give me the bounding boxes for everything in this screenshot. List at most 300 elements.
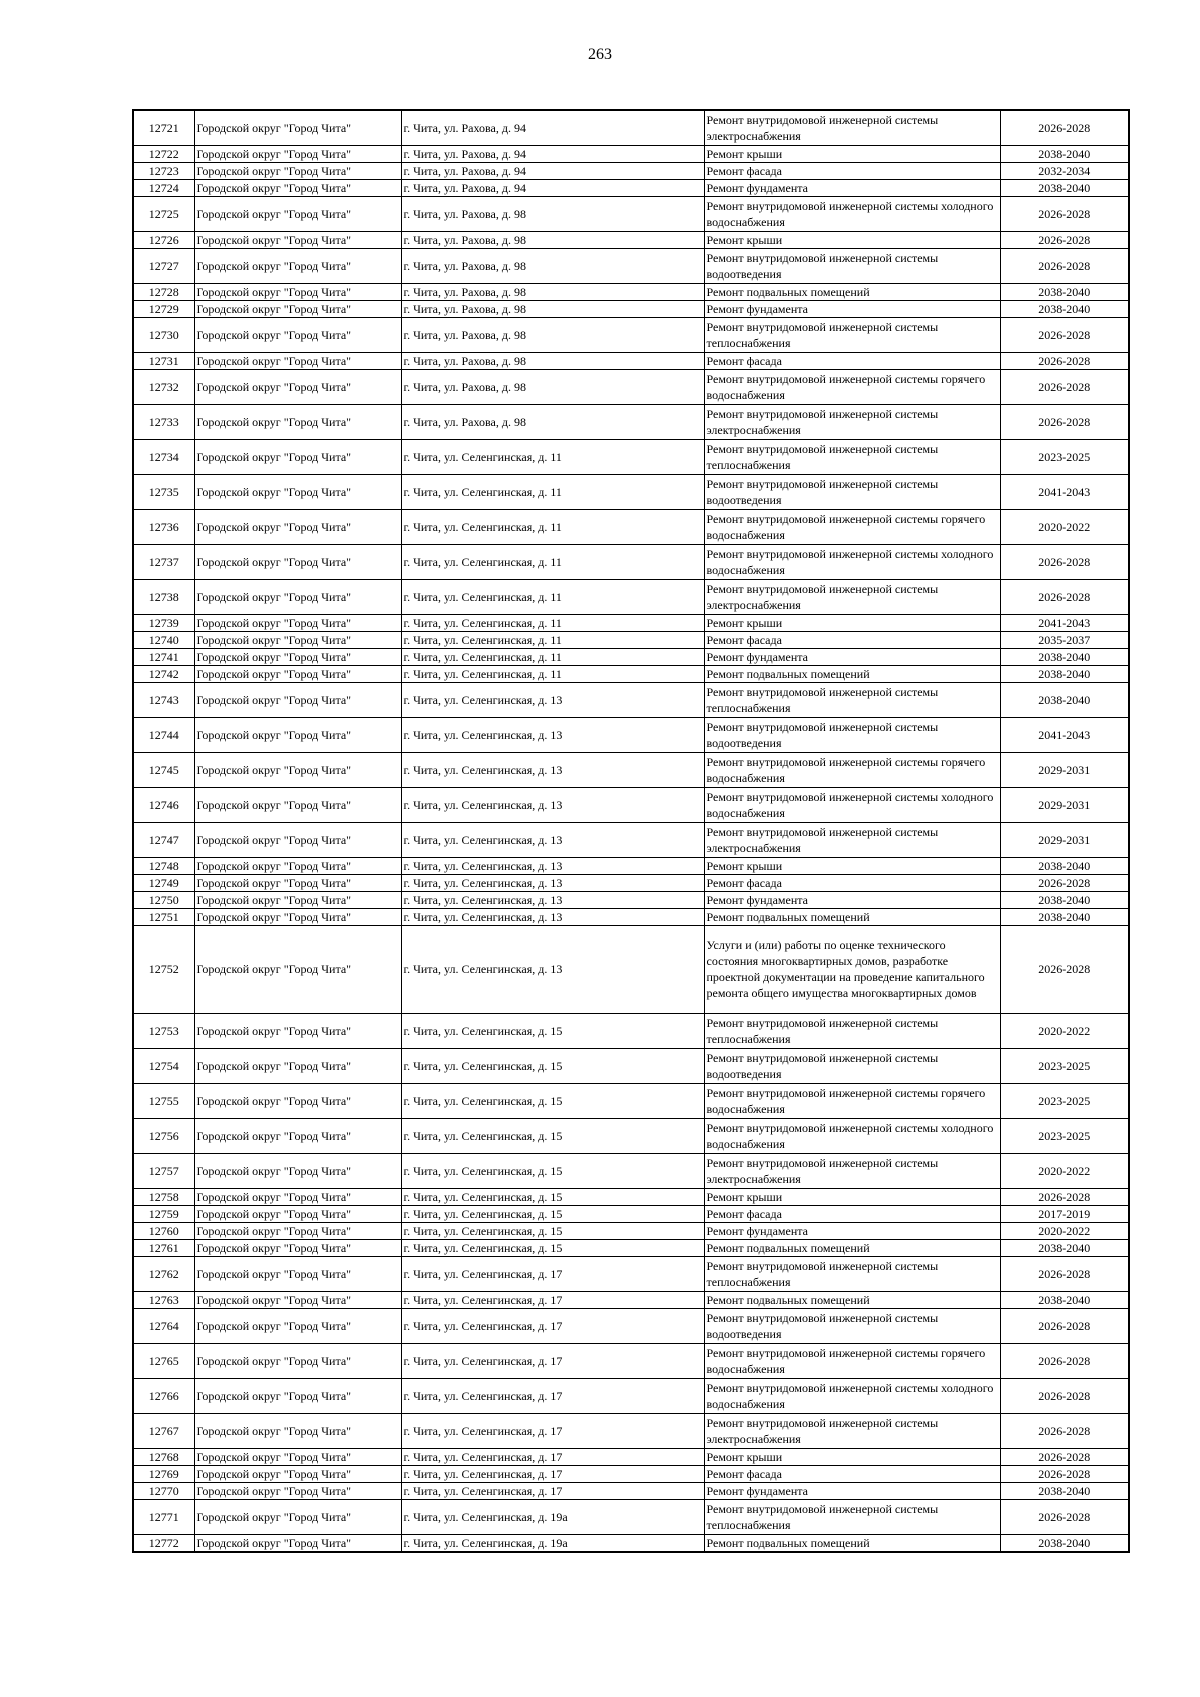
cell-period: 2038-2040 — [1000, 145, 1129, 162]
cell-period: 2023-2025 — [1000, 1048, 1129, 1083]
cell-work-type: Ремонт фундамента — [704, 300, 1000, 317]
table-row — [133, 231, 1129, 248]
cell-municipality: Городской округ "Город Чита" — [194, 404, 401, 439]
cell-row-number: 12734 — [133, 439, 194, 474]
cell-period: 2023-2025 — [1000, 439, 1129, 474]
cell-period: 2038-2040 — [1000, 1291, 1129, 1308]
cell-municipality: Городской округ "Город Чита" — [194, 891, 401, 908]
cell-work-type: Ремонт внутридомовой инженерной системы горячего водоснабжения — [704, 369, 1000, 404]
cell-work-type: Ремонт внутридомовой инженерной системы теплоснабжения — [704, 317, 1000, 352]
cell-municipality: Городской округ "Город Чита" — [194, 1013, 401, 1048]
cell-row-number: 12747 — [133, 822, 194, 857]
cell-row-number: 12751 — [133, 908, 194, 925]
cell-municipality: Городской округ "Город Чита" — [194, 822, 401, 857]
table-row — [133, 648, 1129, 665]
cell-work-type: Ремонт внутридомовой инженерной системы холодного водоснабжения — [704, 1378, 1000, 1413]
cell-municipality: Городской округ "Город Чита" — [194, 352, 401, 369]
cell-work-type: Ремонт внутридомовой инженерной системы теплоснабжения — [704, 1499, 1000, 1534]
cell-work-type: Услуги и (или) работы по оценке технического состояния многоквартирных домов, разработке проектной документации на проведение капитального ремонта общего имущества многоквартирных домов — [704, 925, 1000, 1013]
cell-work-type: Ремонт внутридомовой инженерной системы горячего водоснабжения — [704, 1083, 1000, 1118]
cell-work-type: Ремонт подвальных помещений — [704, 908, 1000, 925]
cell-address: г. Чита, ул. Селенгинская, д. 15 — [401, 1222, 704, 1239]
table-row — [133, 1013, 1129, 1048]
table-row — [133, 248, 1129, 283]
cell-row-number: 12738 — [133, 579, 194, 614]
cell-municipality: Городской округ "Город Чита" — [194, 665, 401, 682]
cell-municipality: Городской округ "Город Чита" — [194, 648, 401, 665]
cell-address: г. Чита, ул. Селенгинская, д. 11 — [401, 665, 704, 682]
cell-municipality: Городской округ "Город Чита" — [194, 231, 401, 248]
cell-municipality: Городской округ "Город Чита" — [194, 509, 401, 544]
cell-period: 2026-2028 — [1000, 110, 1129, 145]
cell-address: г. Чита, ул. Селенгинская, д. 17 — [401, 1256, 704, 1291]
cell-address: г. Чита, ул. Селенгинская, д. 13 — [401, 891, 704, 908]
table-row — [133, 891, 1129, 908]
cell-row-number: 12757 — [133, 1153, 194, 1188]
cell-work-type: Ремонт фасада — [704, 162, 1000, 179]
cell-address: г. Чита, ул. Селенгинская, д. 17 — [401, 1378, 704, 1413]
cell-period: 2026-2028 — [1000, 579, 1129, 614]
cell-period: 2029-2031 — [1000, 822, 1129, 857]
cell-row-number: 12722 — [133, 145, 194, 162]
cell-address: г. Чита, ул. Селенгинская, д. 15 — [401, 1083, 704, 1118]
cell-row-number: 12728 — [133, 283, 194, 300]
cell-address: г. Чита, ул. Селенгинская, д. 13 — [401, 717, 704, 752]
cell-address: г. Чита, ул. Рахова, д. 98 — [401, 404, 704, 439]
cell-row-number: 12760 — [133, 1222, 194, 1239]
cell-work-type: Ремонт крыши — [704, 857, 1000, 874]
cell-address: г. Чита, ул. Рахова, д. 98 — [401, 317, 704, 352]
cell-work-type: Ремонт фасада — [704, 352, 1000, 369]
cell-row-number: 12725 — [133, 196, 194, 231]
cell-period: 2026-2028 — [1000, 404, 1129, 439]
cell-municipality: Городской округ "Город Чита" — [194, 631, 401, 648]
cell-address: г. Чита, ул. Селенгинская, д. 17 — [401, 1291, 704, 1308]
cell-address: г. Чита, ул. Селенгинская, д. 17 — [401, 1308, 704, 1343]
cell-address: г. Чита, ул. Рахова, д. 98 — [401, 300, 704, 317]
table-row — [133, 1413, 1129, 1448]
cell-work-type: Ремонт внутридомовой инженерной системы электроснабжения — [704, 822, 1000, 857]
cell-address: г. Чита, ул. Селенгинская, д. 17 — [401, 1465, 704, 1482]
table-row — [133, 682, 1129, 717]
cell-municipality: Городской округ "Город Чита" — [194, 908, 401, 925]
cell-period: 2026-2028 — [1000, 317, 1129, 352]
cell-period: 2041-2043 — [1000, 614, 1129, 631]
cell-work-type: Ремонт внутридомовой инженерной системы теплоснабжения — [704, 682, 1000, 717]
page-number: 263 — [588, 46, 612, 63]
cell-address: г. Чита, ул. Селенгинская, д. 13 — [401, 925, 704, 1013]
cell-row-number: 12727 — [133, 248, 194, 283]
cell-period: 2029-2031 — [1000, 752, 1129, 787]
cell-work-type: Ремонт внутридомовой инженерной системы холодного водоснабжения — [704, 544, 1000, 579]
cell-row-number: 12761 — [133, 1239, 194, 1256]
cell-municipality: Городской округ "Город Чита" — [194, 1378, 401, 1413]
table-row — [133, 908, 1129, 925]
cell-address: г. Чита, ул. Рахова, д. 98 — [401, 196, 704, 231]
cell-row-number: 12730 — [133, 317, 194, 352]
cell-row-number: 12766 — [133, 1378, 194, 1413]
cell-row-number: 12735 — [133, 474, 194, 509]
table-row — [133, 1118, 1129, 1153]
table-row — [133, 1291, 1129, 1308]
cell-row-number: 12748 — [133, 857, 194, 874]
cell-address: г. Чита, ул. Рахова, д. 98 — [401, 283, 704, 300]
cell-address: г. Чита, ул. Селенгинская, д. 13 — [401, 787, 704, 822]
cell-row-number: 12729 — [133, 300, 194, 317]
cell-work-type: Ремонт внутридомовой инженерной системы электроснабжения — [704, 1153, 1000, 1188]
cell-period: 2026-2028 — [1000, 196, 1129, 231]
cell-row-number: 12750 — [133, 891, 194, 908]
cell-period: 2038-2040 — [1000, 1482, 1129, 1499]
cell-municipality: Городской округ "Город Чита" — [194, 614, 401, 631]
cell-row-number: 12753 — [133, 1013, 194, 1048]
table-row — [133, 439, 1129, 474]
cell-period: 2026-2028 — [1000, 1448, 1129, 1465]
cell-period: 2038-2040 — [1000, 1239, 1129, 1256]
table-row — [133, 579, 1129, 614]
cell-period: 2038-2040 — [1000, 283, 1129, 300]
cell-municipality: Городской округ "Город Чита" — [194, 248, 401, 283]
cell-row-number: 12737 — [133, 544, 194, 579]
table-row — [133, 162, 1129, 179]
cell-work-type: Ремонт крыши — [704, 231, 1000, 248]
cell-municipality: Городской округ "Город Чита" — [194, 439, 401, 474]
cell-municipality: Городской округ "Город Чита" — [194, 179, 401, 196]
cell-period: 2026-2028 — [1000, 231, 1129, 248]
table-row — [133, 1465, 1129, 1482]
cell-municipality: Городской округ "Город Чита" — [194, 717, 401, 752]
cell-period: 2023-2025 — [1000, 1083, 1129, 1118]
cell-period: 2020-2022 — [1000, 1222, 1129, 1239]
cell-row-number: 12758 — [133, 1188, 194, 1205]
cell-address: г. Чита, ул. Рахова, д. 98 — [401, 352, 704, 369]
table-row — [133, 110, 1129, 145]
cell-period: 2038-2040 — [1000, 891, 1129, 908]
cell-address: г. Чита, ул. Селенгинская, д. 13 — [401, 822, 704, 857]
table-row — [133, 1308, 1129, 1343]
cell-municipality: Городской округ "Город Чита" — [194, 1413, 401, 1448]
cell-row-number: 12768 — [133, 1448, 194, 1465]
cell-address: г. Чита, ул. Селенгинская, д. 15 — [401, 1205, 704, 1222]
cell-work-type: Ремонт фундамента — [704, 648, 1000, 665]
cell-address: г. Чита, ул. Селенгинская, д. 15 — [401, 1239, 704, 1256]
table-row — [133, 369, 1129, 404]
cell-municipality: Городской округ "Город Чита" — [194, 1118, 401, 1153]
cell-period: 2038-2040 — [1000, 665, 1129, 682]
cell-work-type: Ремонт фундамента — [704, 1222, 1000, 1239]
cell-work-type: Ремонт внутридомовой инженерной системы электроснабжения — [704, 110, 1000, 145]
table-row — [133, 404, 1129, 439]
cell-municipality: Городской округ "Город Чита" — [194, 1499, 401, 1534]
cell-period: 2038-2040 — [1000, 300, 1129, 317]
cell-address: г. Чита, ул. Селенгинская, д. 17 — [401, 1343, 704, 1378]
cell-period: 2041-2043 — [1000, 474, 1129, 509]
cell-row-number: 12770 — [133, 1482, 194, 1499]
cell-period: 2020-2022 — [1000, 1153, 1129, 1188]
cell-row-number: 12763 — [133, 1291, 194, 1308]
cell-address: г. Чита, ул. Селенгинская, д. 17 — [401, 1448, 704, 1465]
cell-municipality: Городской округ "Город Чита" — [194, 1188, 401, 1205]
cell-municipality: Городской округ "Город Чита" — [194, 1153, 401, 1188]
cell-address: г. Чита, ул. Селенгинская, д. 11 — [401, 579, 704, 614]
cell-municipality: Городской округ "Город Чита" — [194, 1256, 401, 1291]
table-row — [133, 1083, 1129, 1118]
cell-work-type: Ремонт крыши — [704, 614, 1000, 631]
table-row — [133, 665, 1129, 682]
registry-table-body — [133, 110, 1129, 1552]
cell-municipality: Городской округ "Город Чита" — [194, 544, 401, 579]
cell-municipality: Городской округ "Город Чита" — [194, 283, 401, 300]
cell-row-number: 12752 — [133, 925, 194, 1013]
cell-work-type: Ремонт внутридомовой инженерной системы теплоснабжения — [704, 1256, 1000, 1291]
table-row — [133, 1256, 1129, 1291]
cell-work-type: Ремонт внутридомовой инженерной системы водоотведения — [704, 1308, 1000, 1343]
cell-address: г. Чита, ул. Селенгинская, д. 11 — [401, 631, 704, 648]
cell-period: 2041-2043 — [1000, 717, 1129, 752]
cell-period: 2029-2031 — [1000, 787, 1129, 822]
cell-address: г. Чита, ул. Селенгинская, д. 13 — [401, 857, 704, 874]
cell-municipality: Городской округ "Город Чита" — [194, 1291, 401, 1308]
cell-work-type: Ремонт внутридомовой инженерной системы горячего водоснабжения — [704, 509, 1000, 544]
cell-municipality: Городской округ "Город Чита" — [194, 787, 401, 822]
table-row — [133, 283, 1129, 300]
table-row — [133, 1499, 1129, 1534]
cell-municipality: Городской округ "Город Чита" — [194, 300, 401, 317]
cell-work-type: Ремонт внутридомовой инженерной системы водоотведения — [704, 248, 1000, 283]
cell-work-type: Ремонт внутридомовой инженерной системы водоотведения — [704, 717, 1000, 752]
cell-address: г. Чита, ул. Рахова, д. 98 — [401, 248, 704, 283]
table-row — [133, 300, 1129, 317]
cell-row-number: 12733 — [133, 404, 194, 439]
cell-period: 2038-2040 — [1000, 682, 1129, 717]
cell-work-type: Ремонт фундамента — [704, 1482, 1000, 1499]
table-row — [133, 822, 1129, 857]
table-row — [133, 1188, 1129, 1205]
table-row — [133, 857, 1129, 874]
cell-municipality: Городской округ "Город Чита" — [194, 145, 401, 162]
cell-row-number: 12723 — [133, 162, 194, 179]
cell-row-number: 12749 — [133, 874, 194, 891]
cell-row-number: 12767 — [133, 1413, 194, 1448]
table-row — [133, 874, 1129, 891]
cell-municipality: Городской округ "Город Чита" — [194, 474, 401, 509]
cell-municipality: Городской округ "Город Чита" — [194, 162, 401, 179]
cell-period: 2038-2040 — [1000, 1534, 1129, 1552]
cell-work-type: Ремонт внутридомовой инженерной системы электроснабжения — [704, 404, 1000, 439]
cell-work-type: Ремонт внутридомовой инженерной системы теплоснабжения — [704, 439, 1000, 474]
cell-municipality: Городской округ "Город Чита" — [194, 1083, 401, 1118]
cell-address: г. Чита, ул. Селенгинская, д. 11 — [401, 474, 704, 509]
cell-period: 2038-2040 — [1000, 179, 1129, 196]
cell-address: г. Чита, ул. Селенгинская, д. 17 — [401, 1413, 704, 1448]
cell-row-number: 12754 — [133, 1048, 194, 1083]
cell-municipality: Городской округ "Город Чита" — [194, 1448, 401, 1465]
cell-row-number: 12740 — [133, 631, 194, 648]
cell-period: 2038-2040 — [1000, 857, 1129, 874]
cell-address: г. Чита, ул. Селенгинская, д. 11 — [401, 439, 704, 474]
cell-work-type: Ремонт крыши — [704, 145, 1000, 162]
cell-row-number: 12769 — [133, 1465, 194, 1482]
cell-address: г. Чита, ул. Селенгинская, д. 13 — [401, 752, 704, 787]
cell-period: 2038-2040 — [1000, 648, 1129, 665]
table-row — [133, 196, 1129, 231]
table-row — [133, 1343, 1129, 1378]
table-row — [133, 925, 1129, 1013]
cell-address: г. Чита, ул. Селенгинская, д. 19а — [401, 1499, 704, 1534]
table-row — [133, 717, 1129, 752]
cell-address: г. Чита, ул. Рахова, д. 94 — [401, 145, 704, 162]
cell-address: г. Чита, ул. Рахова, д. 94 — [401, 110, 704, 145]
cell-work-type: Ремонт внутридомовой инженерной системы водоотведения — [704, 1048, 1000, 1083]
cell-address: г. Чита, ул. Селенгинская, д. 11 — [401, 544, 704, 579]
cell-municipality: Городской округ "Город Чита" — [194, 1222, 401, 1239]
cell-municipality: Городской округ "Город Чита" — [194, 1534, 401, 1552]
cell-address: г. Чита, ул. Рахова, д. 94 — [401, 179, 704, 196]
cell-row-number: 12764 — [133, 1308, 194, 1343]
cell-municipality: Городской округ "Город Чита" — [194, 752, 401, 787]
table-row — [133, 1205, 1129, 1222]
cell-municipality: Городской округ "Город Чита" — [194, 1465, 401, 1482]
cell-address: г. Чита, ул. Селенгинская, д. 15 — [401, 1118, 704, 1153]
cell-period: 2020-2022 — [1000, 509, 1129, 544]
table-row — [133, 614, 1129, 631]
cell-work-type: Ремонт внутридомовой инженерной системы водоотведения — [704, 474, 1000, 509]
cell-work-type: Ремонт фасада — [704, 631, 1000, 648]
cell-row-number: 12739 — [133, 614, 194, 631]
cell-address: г. Чита, ул. Селенгинская, д. 17 — [401, 1482, 704, 1499]
cell-row-number: 12762 — [133, 1256, 194, 1291]
cell-period: 2032-2034 — [1000, 162, 1129, 179]
cell-row-number: 12742 — [133, 665, 194, 682]
cell-row-number: 12724 — [133, 179, 194, 196]
cell-row-number: 12721 — [133, 110, 194, 145]
cell-row-number: 12741 — [133, 648, 194, 665]
cell-period: 2026-2028 — [1000, 248, 1129, 283]
table-row — [133, 544, 1129, 579]
cell-address: г. Чита, ул. Селенгинская, д. 11 — [401, 648, 704, 665]
cell-work-type: Ремонт внутридомовой инженерной системы электроснабжения — [704, 1413, 1000, 1448]
cell-row-number: 12755 — [133, 1083, 194, 1118]
cell-work-type: Ремонт внутридомовой инженерной системы теплоснабжения — [704, 1013, 1000, 1048]
table-row — [133, 1048, 1129, 1083]
cell-address: г. Чита, ул. Селенгинская, д. 13 — [401, 908, 704, 925]
cell-address: г. Чита, ул. Селенгинская, д. 13 — [401, 682, 704, 717]
cell-row-number: 12736 — [133, 509, 194, 544]
cell-municipality: Городской округ "Город Чита" — [194, 874, 401, 891]
cell-work-type: Ремонт внутридомовой инженерной системы холодного водоснабжения — [704, 787, 1000, 822]
table-row — [133, 352, 1129, 369]
cell-municipality: Городской округ "Город Чита" — [194, 196, 401, 231]
cell-municipality: Городской округ "Город Чита" — [194, 857, 401, 874]
cell-work-type: Ремонт внутридомовой инженерной системы горячего водоснабжения — [704, 1343, 1000, 1378]
table-row — [133, 179, 1129, 196]
table-row — [133, 1482, 1129, 1499]
cell-row-number: 12743 — [133, 682, 194, 717]
cell-row-number: 12744 — [133, 717, 194, 752]
table-row — [133, 787, 1129, 822]
cell-period: 2026-2028 — [1000, 1499, 1129, 1534]
cell-row-number: 12746 — [133, 787, 194, 822]
cell-municipality: Городской округ "Город Чита" — [194, 925, 401, 1013]
registry-table — [132, 109, 1130, 1553]
table-row — [133, 509, 1129, 544]
table-row — [133, 1222, 1129, 1239]
table-row — [133, 145, 1129, 162]
table-row — [133, 631, 1129, 648]
cell-period: 2023-2025 — [1000, 1118, 1129, 1153]
cell-municipality: Городской округ "Город Чита" — [194, 1239, 401, 1256]
cell-address: г. Чита, ул. Рахова, д. 98 — [401, 231, 704, 248]
cell-address: г. Чита, ул. Рахова, д. 94 — [401, 162, 704, 179]
cell-period: 2035-2037 — [1000, 631, 1129, 648]
cell-work-type: Ремонт подвальных помещений — [704, 1534, 1000, 1552]
cell-work-type: Ремонт фасада — [704, 1205, 1000, 1222]
cell-row-number: 12726 — [133, 231, 194, 248]
table-row — [133, 752, 1129, 787]
cell-work-type: Ремонт крыши — [704, 1188, 1000, 1205]
table-row — [133, 317, 1129, 352]
table-row — [133, 1239, 1129, 1256]
cell-address: г. Чита, ул. Селенгинская, д. 15 — [401, 1188, 704, 1205]
cell-row-number: 12745 — [133, 752, 194, 787]
cell-period: 2026-2028 — [1000, 1413, 1129, 1448]
cell-work-type: Ремонт крыши — [704, 1448, 1000, 1465]
cell-row-number: 12765 — [133, 1343, 194, 1378]
cell-row-number: 12731 — [133, 352, 194, 369]
cell-work-type: Ремонт внутридомовой инженерной системы электроснабжения — [704, 579, 1000, 614]
cell-municipality: Городской округ "Город Чита" — [194, 110, 401, 145]
cell-work-type: Ремонт внутридомовой инженерной системы холодного водоснабжения — [704, 196, 1000, 231]
cell-work-type: Ремонт подвальных помещений — [704, 1291, 1000, 1308]
cell-address: г. Чита, ул. Селенгинская, д. 11 — [401, 509, 704, 544]
cell-municipality: Городской округ "Город Чита" — [194, 682, 401, 717]
table-row — [133, 1448, 1129, 1465]
cell-work-type: Ремонт внутридомовой инженерной системы горячего водоснабжения — [704, 752, 1000, 787]
cell-period: 2026-2028 — [1000, 1256, 1129, 1291]
cell-period: 2038-2040 — [1000, 908, 1129, 925]
cell-period: 2026-2028 — [1000, 925, 1129, 1013]
cell-row-number: 12756 — [133, 1118, 194, 1153]
cell-row-number: 12771 — [133, 1499, 194, 1534]
cell-period: 2026-2028 — [1000, 874, 1129, 891]
table-row — [133, 1534, 1129, 1552]
cell-work-type: Ремонт фасада — [704, 874, 1000, 891]
cell-address: г. Чита, ул. Селенгинская, д. 11 — [401, 614, 704, 631]
cell-period: 2017-2019 — [1000, 1205, 1129, 1222]
cell-address: г. Чита, ул. Селенгинская, д. 15 — [401, 1013, 704, 1048]
cell-row-number: 12759 — [133, 1205, 194, 1222]
cell-address: г. Чита, ул. Селенгинская, д. 13 — [401, 874, 704, 891]
cell-period: 2026-2028 — [1000, 1308, 1129, 1343]
cell-work-type: Ремонт фасада — [704, 1465, 1000, 1482]
cell-municipality: Городской округ "Город Чита" — [194, 317, 401, 352]
cell-municipality: Городской округ "Город Чита" — [194, 1482, 401, 1499]
cell-address: г. Чита, ул. Селенгинская, д. 15 — [401, 1048, 704, 1083]
cell-period: 2026-2028 — [1000, 369, 1129, 404]
cell-period: 2026-2028 — [1000, 1343, 1129, 1378]
cell-address: г. Чита, ул. Селенгинская, д. 19а — [401, 1534, 704, 1552]
cell-period: 2026-2028 — [1000, 1188, 1129, 1205]
table-row — [133, 1378, 1129, 1413]
cell-municipality: Городской округ "Город Чита" — [194, 1308, 401, 1343]
table-row — [133, 474, 1129, 509]
cell-work-type: Ремонт подвальных помещений — [704, 283, 1000, 300]
cell-work-type: Ремонт подвальных помещений — [704, 665, 1000, 682]
cell-municipality: Городской округ "Город Чита" — [194, 1205, 401, 1222]
cell-period: 2026-2028 — [1000, 544, 1129, 579]
cell-work-type: Ремонт подвальных помещений — [704, 1239, 1000, 1256]
cell-municipality: Городской округ "Город Чита" — [194, 1343, 401, 1378]
